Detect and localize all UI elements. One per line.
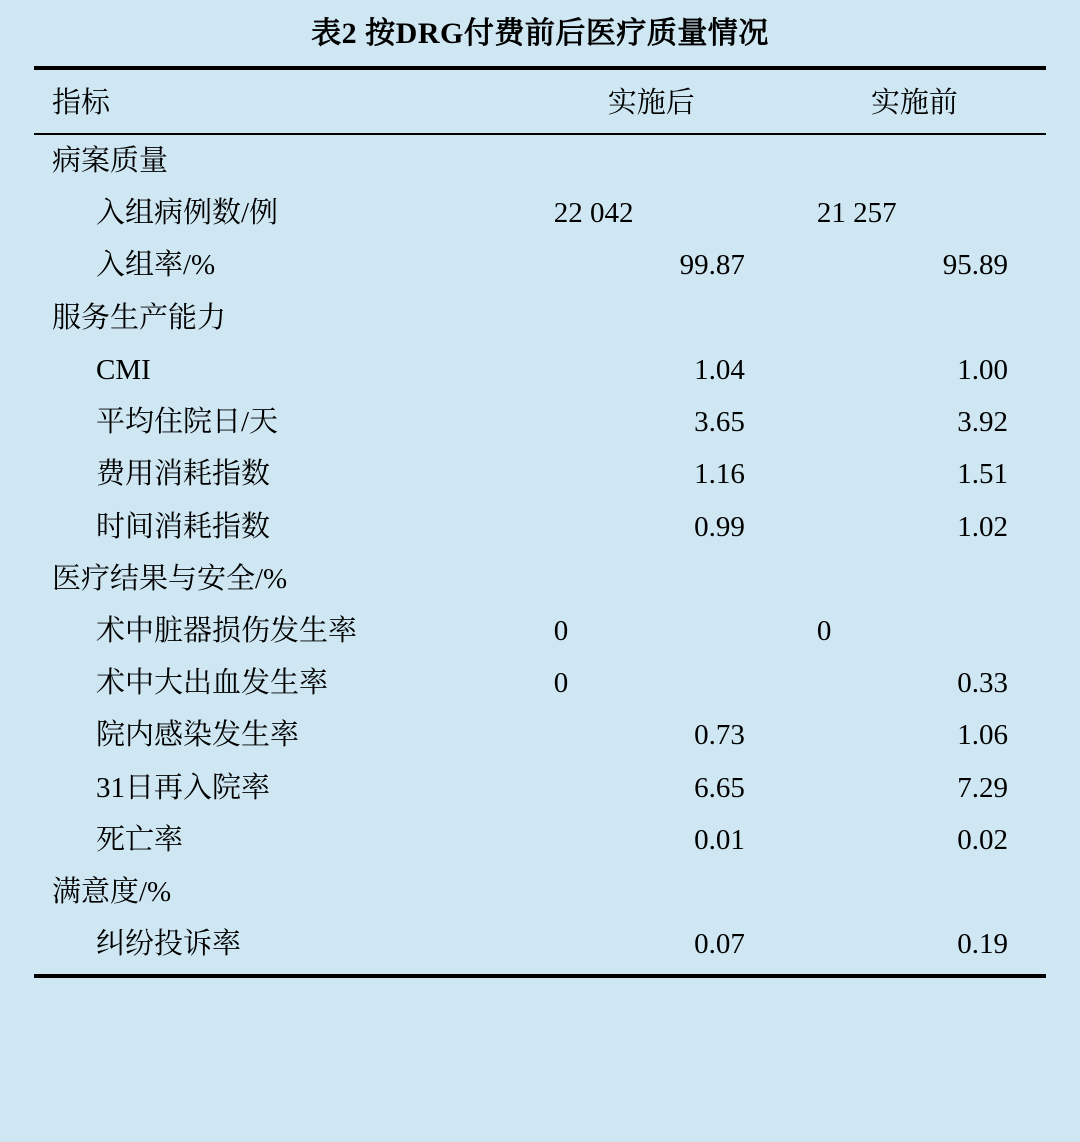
row-value-after (520, 553, 783, 605)
row-label: 时间消耗指数 (96, 510, 271, 543)
row-label: 术中大出血发生率 (96, 667, 329, 700)
row-value-after: 22 042 (553, 197, 634, 230)
table-header (34, 68, 1046, 134)
row-label: 平均住院日/天 (96, 406, 279, 439)
row-value-after: 99.87 (679, 249, 745, 282)
row-label: 院内感染发生率 (96, 719, 300, 752)
row-value-after: 0 (553, 667, 569, 700)
table-row (34, 553, 1046, 605)
row-value-before: 0 (816, 614, 832, 647)
column-header-before: 实施前 (783, 68, 1046, 134)
row-value-before: 7.29 (957, 771, 1008, 804)
row-value-after: 0.01 (694, 823, 745, 856)
row-value-before (783, 866, 1046, 918)
row-value-before: 95.89 (942, 249, 1008, 282)
column-header-after: 实施后 (520, 68, 783, 134)
table-row (34, 605, 1046, 657)
table-title: 表2 按DRG付费前后医疗质量情况 (311, 17, 769, 50)
row-label: 入组病例数/例 (96, 197, 279, 230)
medical-quality-table (34, 66, 1046, 978)
row-label: 31日再入院率 (96, 771, 271, 804)
row-value-after: 6.65 (694, 771, 745, 804)
table-row (34, 501, 1046, 553)
row-value-after: 0 (553, 614, 569, 647)
row-value-after: 0.07 (520, 918, 783, 975)
table-body (34, 134, 1046, 976)
table-row (34, 134, 1046, 187)
row-label: 死亡率 (96, 823, 184, 856)
table-header-row (34, 68, 1046, 134)
row-label: CMI (96, 353, 151, 386)
row-label: 入组率/% (96, 249, 216, 282)
row-label: 纠纷投诉率 (34, 918, 520, 975)
row-value-before: 1.51 (957, 458, 1008, 491)
row-value-after (520, 134, 783, 187)
row-value-before (783, 553, 1046, 605)
page-bottom-space (34, 978, 1046, 1142)
table-row (34, 657, 1046, 709)
row-label: 术中脏器损伤发生率 (96, 614, 358, 647)
row-label: 费用消耗指数 (96, 458, 271, 491)
row-value-before (783, 292, 1046, 344)
table-row (34, 762, 1046, 814)
row-value-before: 1.00 (957, 353, 1008, 386)
row-value-before: 0.19 (783, 918, 1046, 975)
row-value-before: 1.02 (957, 510, 1008, 543)
row-value-after: 3.65 (694, 406, 745, 439)
table-row (34, 866, 1046, 918)
table-row (34, 239, 1046, 291)
row-value-before: 0.02 (957, 823, 1008, 856)
row-value-before: 1.06 (957, 719, 1008, 752)
row-value-after: 0.73 (694, 719, 745, 752)
table-row (34, 187, 1046, 239)
table-row (34, 814, 1046, 866)
table-row (34, 709, 1046, 761)
row-label: 医疗结果与安全/% (52, 562, 288, 595)
row-value-before (783, 134, 1046, 187)
row-value-after: 0.99 (694, 510, 745, 543)
table-row (34, 918, 1046, 975)
row-value-after: 1.16 (694, 458, 745, 491)
column-header-indicator: 指标 (34, 68, 520, 134)
row-value-before: 0.33 (957, 667, 1008, 700)
table-row (34, 396, 1046, 448)
row-label: 满意度/% (52, 876, 172, 909)
row-value-before: 3.92 (957, 406, 1008, 439)
row-value-before: 21 257 (816, 197, 897, 230)
row-value-after (520, 866, 783, 918)
table-row (34, 292, 1046, 344)
row-value-after: 1.04 (694, 353, 745, 386)
row-label: 服务生产能力 (52, 301, 227, 334)
row-label: 病案质量 (52, 145, 169, 177)
table-row (34, 344, 1046, 396)
row-value-after (520, 292, 783, 344)
table-row (34, 448, 1046, 500)
